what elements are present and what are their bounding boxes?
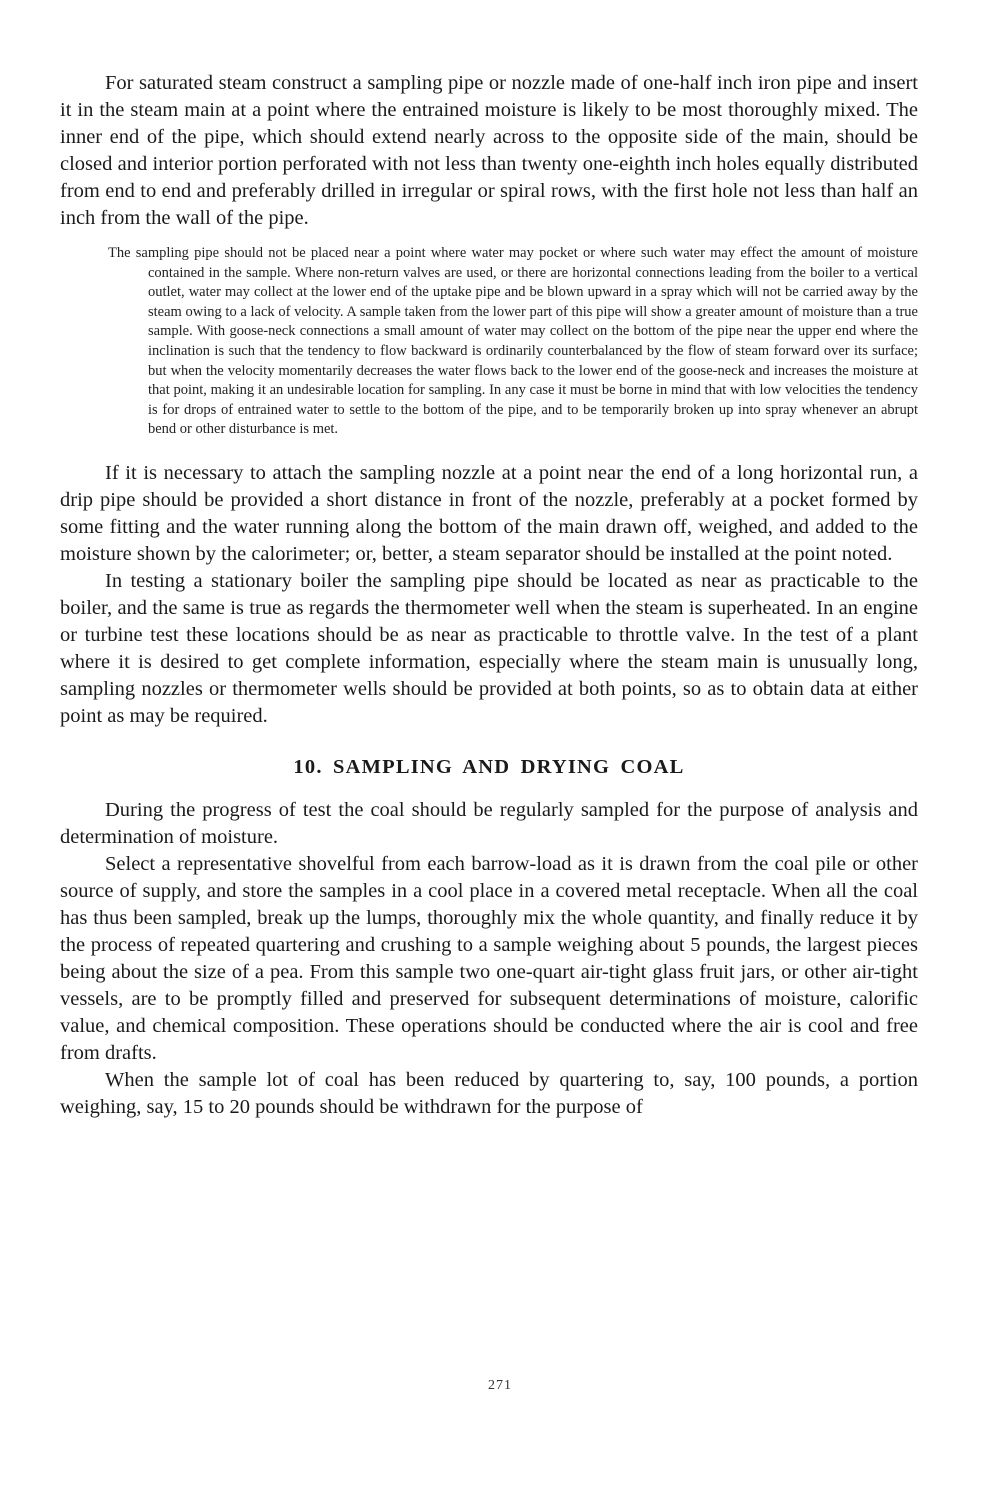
paragraph-coal-sampling-intro: During the progress of test the coal should be regularly sampled for the purpose of analysis and determination of moisture. [60, 798, 918, 848]
paragraph-sampling-location: In testing a stationary boiler the sampling pipe should be located as near as practicable to the boiler, and the same is true as regards the thermometer well when the steam is superheated. In an engine or turbine test these locations should be as near as practicable to throttle valve. In the test of a plant where it is desired to get complete information, especially where the steam main is unusually long, sampling nozzles or thermometer wells should be provided at both points, so as to obtain data at either point as may be required. [60, 569, 918, 727]
paragraph-sampling-pipe-construction: For saturated steam construct a sampling pipe or nozzle made of one-half inch iron pipe and insert it in the steam main at a point where the entrained moisture is likely to be most thoroughly mixed. The inner end of the pipe, which should extend nearly across to the opposite side of the main, should be closed and interior portion perforated with not less than twenty one-eighth inch holes equally distributed from end to end and preferably drilled in irregular or spiral rows, with the first hole not less than half an inch from the wall of the pipe. [60, 72, 918, 229]
page-number: 271 [488, 1378, 512, 1393]
paragraph-coal-sampling-procedure: Select a representative shovelful from each barrow-load as it is drawn from the coal pile or other source of supply, and store the samples in a cool place in a covered metal receptacle. When all the coal has thus been sampled, break up the lumps, thoroughly mix the whole quantity, and finally reduce it by the process of repeated quartering and crushing to a sample weighing about 5 pounds, the largest pieces being about the size of a pea. From this sample two one-quart air-tight glass fruit jars, or other air-tight vessels, are to be promptly filled and preserved for subsequent determinations of moisture, calorific value, and chemical composition. These operations should be conducted where the air is cool and free from drafts. [60, 852, 918, 1064]
document-page [60, 70, 918, 1121]
paragraph-drip-pipe: If it is necessary to attach the sampling nozzle at a point near the end of a long horizontal run, a drip pipe should be provided a short distance in front of the nozzle, preferably at a pocket formed by some fitting and the water running along the bottom of the main drawn off, weighed, and added to the moisture shown by the calorimeter; or, better, a steam separator should be installed at the point noted. [60, 461, 918, 565]
paragraph-coal-quartering: When the sample lot of coal has been reduced by quartering to, say, 100 pounds, a portion weighing, say, 15 to 20 pounds should be withdrawn for the purpose of [60, 1068, 918, 1118]
section-heading: 10. SAMPLING AND DRYING COAL [293, 755, 685, 778]
spacer [60, 440, 918, 460]
note-sampling-pipe-placement: The sampling pipe should not be placed near a point where water may pocket or where such water may effect the amount of moisture contained in the sample. Where non-return valves are used, or there are horizontal connections leading from the boiler to a vertical outlet, water may collect at the lower end of the uptake pipe and be blown upward in a spray which will not be carried away by the steam owing to a lack of velocity. A sample taken from the lower part of this pipe will show a greater amount of moisture than a true sample. With goose-neck connections a small amount of water may collect on the bottom of the pipe near the upper end where the inclination is such that the tendency to flow backward is ordinarily counterbalanced by the flow of steam forward over its surface; but when the velocity momentarily decreases the water flows back to the lower end of the goose-neck and increases the moisture at that point, making it an undesirable location for sampling. In any case it must be borne in mind that with low velocities the tendency is for drops of entrained water to settle to the bottom of the pipe, and to be temporarily broken up into spray whenever an abrupt bend or other disturbance is met. [108, 245, 918, 438]
